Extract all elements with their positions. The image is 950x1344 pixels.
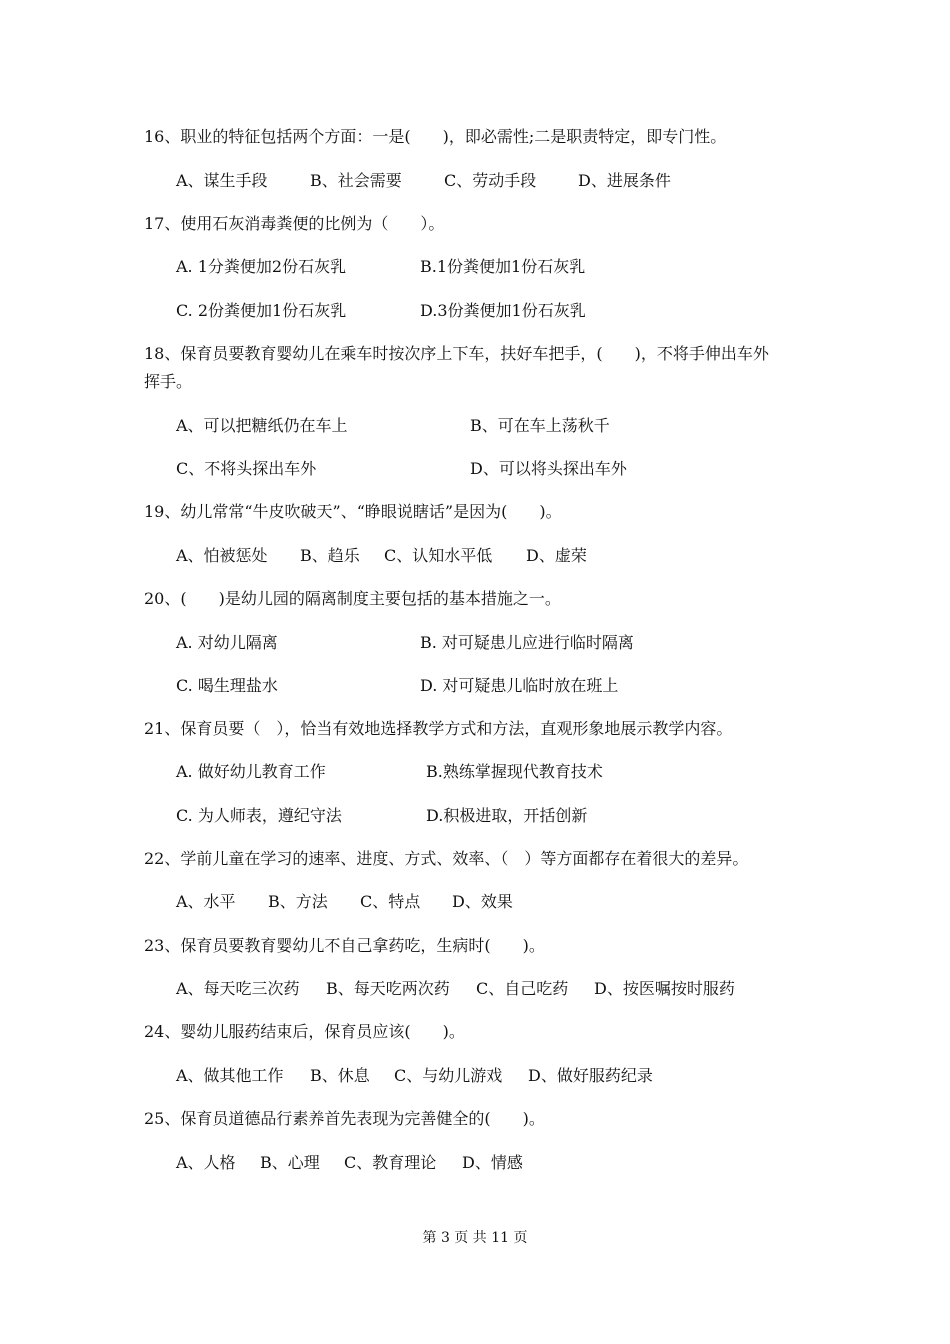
q25-option-c: C、教育理论: [344, 1153, 437, 1172]
question-25-options: [176, 1152, 523, 1174]
question-24-stem: 24、婴幼儿服药结束后，保育员应该( )。: [144, 1022, 465, 1041]
question-23-options: [176, 978, 735, 1000]
q24-option-b: B、休息: [310, 1066, 370, 1085]
q17-option-d: D.3份粪便加1份石灰乳: [420, 301, 586, 320]
q17-option-a: A. 1分粪便加2份石灰乳: [176, 257, 347, 276]
q24-option-d: D、做好服药纪录: [528, 1066, 653, 1085]
question-20-stem: 20、( )是幼儿园的隔离制度主要包括的基本措施之一。: [144, 589, 561, 608]
q25-option-b: B、心理: [260, 1153, 320, 1172]
question-20-options-row1: [176, 632, 634, 654]
q18-option-a: A、可以把糖纸仍在车上: [176, 416, 348, 435]
q21-option-b: B.熟练掌握现代教育技术: [426, 762, 603, 781]
question-25-stem: 25、保育员道德品行素养首先表现为完善健全的( )。: [144, 1109, 545, 1128]
q17-option-b: B.1份粪便加1份石灰乳: [420, 257, 586, 276]
q22-option-b: B、方法: [268, 892, 328, 911]
question-18-options-row1: [176, 415, 610, 437]
q18-option-c: C、不将头探出车外: [176, 459, 317, 478]
q19-option-d: D、虚荣: [526, 546, 587, 565]
q21-option-d: D.积极进取，开括创新: [426, 806, 588, 825]
q22-option-c: C、特点: [360, 892, 421, 911]
q18-option-d: D、可以将头探出车外: [470, 459, 627, 478]
q16-option-c: C、劳动手段: [444, 171, 537, 190]
question-17-options-row2: [176, 300, 586, 322]
question-24-options: [176, 1065, 653, 1087]
q20-option-b: B. 对可疑患儿应进行临时隔离: [420, 633, 634, 652]
q24-option-a: A、做其他工作: [176, 1066, 284, 1085]
question-23-stem: 23、保育员要教育婴幼儿不自己拿药吃，生病时( )。: [144, 936, 545, 955]
question-19-options: [176, 545, 587, 567]
question-20-options-row2: [176, 675, 618, 697]
q23-option-c: C、自己吃药: [476, 979, 569, 998]
q23-option-b: B、每天吃两次药: [326, 979, 450, 998]
q19-option-c: C、认知水平低: [384, 546, 493, 565]
page-number-footer: 第 3 页 共 11 页: [422, 1230, 528, 1246]
question-18-options-row2: [176, 458, 627, 480]
q23-option-d: D、按医嘱按时服药: [594, 979, 735, 998]
q19-option-a: A、怕被惩处: [176, 546, 268, 565]
q18-option-b: B、可在车上荡秋千: [470, 416, 610, 435]
q20-option-a: A. 对幼儿隔离: [176, 633, 278, 652]
question-18-stem: 18、保育员要教育婴幼儿在乘车时按次序上下车，扶好车把手，( )，不将手伸出车外: [144, 344, 769, 363]
q16-option-b: B、社会需要: [310, 171, 402, 190]
q22-option-d: D、效果: [452, 892, 513, 911]
q19-option-b: B、趋乐: [300, 546, 360, 565]
question-19-stem: 19、幼儿常常“牛皮吹破天”、“睁眼说瞎话”是因为( )。: [144, 502, 562, 521]
question-22-options: [176, 891, 513, 913]
question-21-options-row2: [176, 805, 587, 827]
q20-option-c: C. 喝生理盐水: [176, 676, 278, 695]
q21-option-c: C. 为人师表，遵纪守法: [176, 806, 342, 825]
q25-option-a: A、人格: [176, 1153, 236, 1172]
question-16-options: [176, 170, 671, 192]
question-16-stem: 16、职业的特征包括两个方面：一是( )，即必需性;二是职责特定，即专门性。: [144, 127, 727, 146]
q16-option-a: A、谋生手段: [176, 171, 268, 190]
question-21-stem: 21、保育员要（ ），恰当有效地选择教学方式和方法，直观形象地展示教学内容。: [144, 719, 733, 738]
question-17-options-row1: [176, 256, 585, 278]
q22-option-a: A、水平: [176, 892, 236, 911]
question-17-stem: 17、使用石灰消毒粪便的比例为（ ）。: [144, 214, 445, 233]
question-21-options-row1: [176, 761, 603, 783]
q16-option-d: D、进展条件: [578, 171, 671, 190]
q25-option-d: D、情感: [462, 1153, 523, 1172]
q17-option-c: C. 2份粪便加1份石灰乳: [176, 301, 347, 320]
q21-option-a: A. 做好幼儿教育工作: [176, 762, 326, 781]
q20-option-d: D. 对可疑患儿临时放在班上: [420, 676, 619, 695]
question-22-stem: 22、学前儿童在学习的速率、进度、方式、效率、（ ）等方面都存在着很大的差异。: [144, 849, 749, 868]
q23-option-a: A、每天吃三次药: [176, 979, 300, 998]
q24-option-c: C、与幼儿游戏: [394, 1066, 503, 1085]
question-18-stem-continued: 挥手。: [144, 372, 193, 391]
